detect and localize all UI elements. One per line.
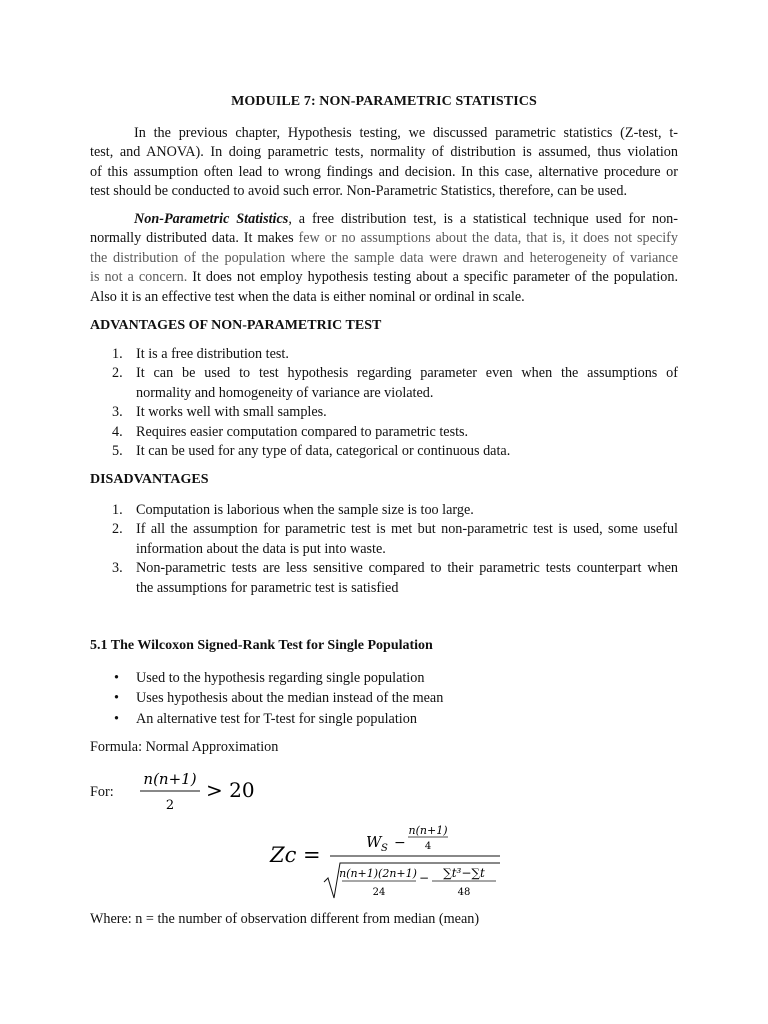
list-number: 2. — [112, 365, 123, 382]
list-item — [90, 345, 678, 364]
list-item — [90, 423, 678, 442]
definition-line — [90, 268, 678, 287]
list-number: 1. — [112, 502, 123, 518]
definition-line: Also it is an effective test when the data is either nominal or ordinal in scale. — [90, 288, 525, 305]
definition-text: normally distributed data. It makes — [90, 230, 299, 247]
for-label: For: — [90, 784, 114, 800]
bullet-text: An alternative test for T-test for single population — [136, 710, 417, 727]
list-item — [90, 403, 678, 422]
list-item — [90, 501, 678, 520]
condition-formula — [130, 762, 270, 822]
list-number: 3. — [112, 404, 123, 421]
bullet-icon: • — [114, 710, 119, 727]
condition-denominator: 2 — [165, 798, 175, 813]
numerator-minus: − — [394, 835, 406, 851]
list-text: It is a free distribution test. — [136, 346, 289, 362]
disadvantages-heading: DISADVANTAGES — [90, 472, 209, 487]
list-number: 3. — [112, 560, 123, 577]
bullet-icon: • — [114, 690, 119, 707]
radical-num-2: ∑t³−∑t — [443, 866, 485, 880]
list-number: 1. — [112, 346, 123, 362]
definition-paragraph — [90, 210, 678, 307]
disadvantages-list — [90, 501, 678, 598]
definition-line — [90, 229, 678, 248]
definition-quote-line: the distribution of the population where the sample data were drawn and heterogeneity of variance — [90, 249, 678, 266]
list-number: 5. — [112, 443, 123, 460]
radical-den-2: 48 — [457, 887, 471, 898]
definition-quote: is not a concern. — [90, 269, 188, 286]
list-text: the assumptions for parametric test is satisfied — [136, 579, 399, 596]
section-heading: 5.1 The Wilcoxon Signed-Rank Test for Single Population — [90, 638, 433, 653]
list-text: Computation is laborious when the sample size is too large. — [136, 502, 474, 518]
intro-line: In the previous chapter, Hypothesis testing, we discussed parametric statistics (Z-test, t- — [134, 125, 678, 141]
formula-label: Formula: Normal Approximation — [90, 739, 279, 755]
advantages-list — [90, 345, 678, 461]
bullet-text: Uses hypothesis about the median instead of the mean — [136, 690, 444, 707]
list-item — [90, 520, 678, 559]
intro-line: test, and ANOVA). In doing parametric tests, normality of distribution is assumed, thus violation — [90, 144, 678, 161]
inner-frac-den: 4 — [424, 841, 432, 852]
definition-term: Non-Parametric Statistics — [134, 211, 289, 227]
bullet-item — [90, 668, 678, 688]
advantages-heading: ADVANTAGES OF NON-PARAMETRIC TEST — [90, 318, 382, 333]
definition-quote: few or no assumptions about the data, that is, it does not specify — [298, 230, 678, 247]
bullet-icon: • — [114, 670, 119, 686]
list-number: 2. — [112, 521, 123, 538]
definition-text: It does not employ hypothesis testing about a specific parameter of the population. — [187, 269, 678, 286]
list-text: It can be used for any type of data, categorical or continuous data. — [136, 443, 511, 460]
definition-text: , a free distribution test, is a statistical technique used for non- — [288, 211, 678, 227]
list-text: It can be used to test hypothesis regarding parameter even when the assumptions of — [136, 365, 678, 382]
condition-relation: > 20 — [206, 778, 255, 802]
list-text: Requires easier computation compared to parametric tests. — [136, 423, 469, 440]
list-text: If all the assumption for parametric test is met but non-parametric test is used, some useful — [136, 521, 678, 538]
intro-line: test should be conducted to avoid such error. Non-Parametric Statistics, therefore, can be used. — [90, 183, 627, 200]
list-item — [90, 364, 678, 403]
bullet-item — [90, 688, 678, 708]
intro-line: of this assumption often lead to wrong findings and decision. In this case, alternative procedure or — [90, 163, 678, 180]
list-text: Non-parametric tests are less sensitive compared to their parametric tests counterpart when — [136, 560, 678, 577]
list-text: normality and homogeneity of variance are violated. — [136, 384, 434, 401]
list-item — [90, 559, 678, 598]
section-bullets — [90, 668, 678, 729]
intro-paragraph — [90, 124, 678, 202]
inner-frac-num: n(n+1) — [408, 824, 448, 837]
where-note: Where: n = the number of observation different from median (mean) — [90, 911, 480, 927]
list-item — [90, 442, 678, 461]
ws-subscript: S — [381, 843, 388, 854]
definition-line — [90, 210, 678, 229]
condition-numerator: n(n+1) — [143, 770, 197, 788]
zc-lhs: Zc = — [270, 843, 321, 867]
bullet-text: Used to the hypothesis regarding single population — [136, 670, 425, 686]
radical-minus: − — [419, 871, 430, 885]
page-title: MODUILE 7: NON-PARAMETRIC STATISTICS — [231, 94, 537, 109]
list-text: information about the data is put into waste. — [136, 540, 386, 557]
list-text: It works well with small samples. — [136, 404, 327, 421]
zc-formula — [262, 818, 512, 904]
ws-symbol: W — [366, 833, 382, 851]
list-number: 4. — [112, 423, 123, 440]
bullet-item — [90, 709, 678, 729]
radical-num-1: n(n+1)(2n+1) — [339, 867, 417, 880]
radical-den-1: 24 — [372, 887, 386, 898]
